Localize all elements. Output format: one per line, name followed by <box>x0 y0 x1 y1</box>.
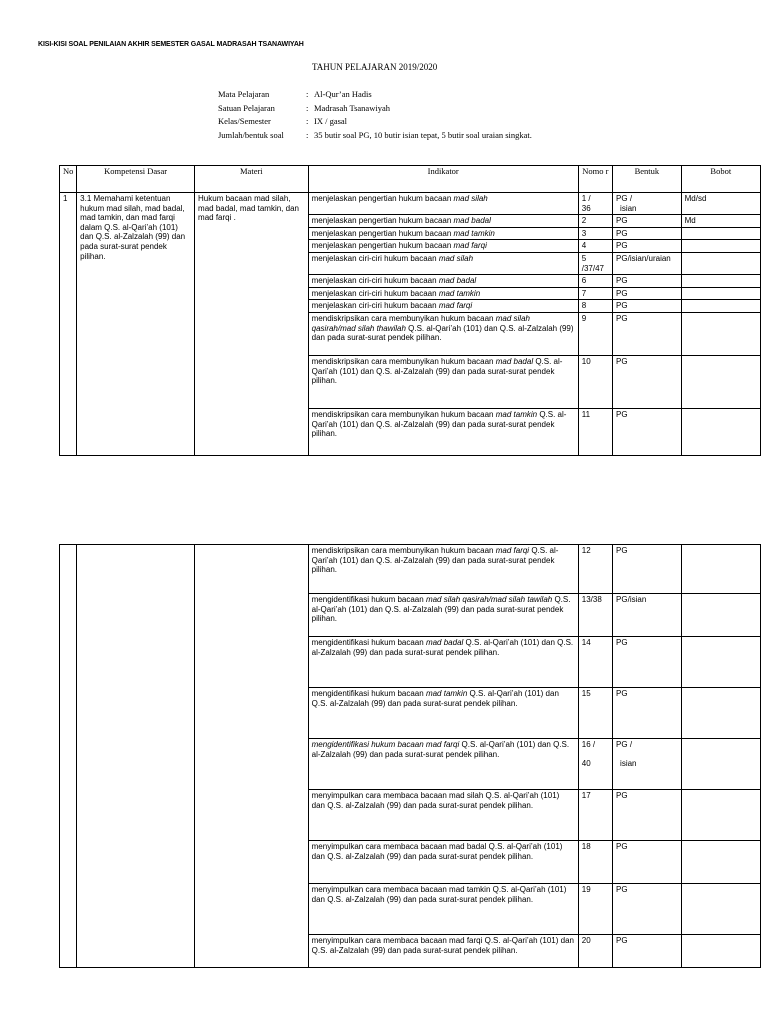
nomor-value: 15 <box>581 689 591 698</box>
indikator-text: menjelaskan ciri-ciri hukum bacaan <box>311 276 439 286</box>
indikator-term: mad silah qasirah/mad silah thawilah <box>311 313 530 333</box>
bentuk-cell <box>613 841 682 884</box>
indikator-text: mendiskripsikan cara membunyikan hukum bacaan <box>311 356 496 366</box>
indikator-text: menjelaskan pengertian hukum bacaan <box>311 194 454 203</box>
indikator-cell <box>308 688 578 739</box>
meta-colon: : <box>306 89 309 99</box>
table-row <box>60 193 761 215</box>
indikator-cell <box>308 790 578 841</box>
meta-label: Kelas/Semester <box>218 116 271 126</box>
header-bentuk: Bentuk <box>613 166 682 193</box>
nomor-cell <box>578 355 612 408</box>
indikator-term: mad badal <box>453 216 491 226</box>
bentuk-cell <box>613 884 682 935</box>
indikator-text: menyimpulkan cara membaca bacaan mad badal Q.S. al-Qari’ah (101) dan Q.S. al-Zalzalah (99) dan pada surat-surat pendek pilihan. <box>311 842 563 861</box>
indikator-term: mad badal <box>425 638 464 647</box>
indikator-cell <box>308 594 578 637</box>
indikator-term: mad silah qasirah/mad silah tawilah <box>425 595 553 604</box>
header-bobot: Bobot <box>681 166 760 193</box>
bentuk-value: PG <box>616 228 628 238</box>
indikator-text: menjelaskan pengertian hukum bacaan <box>311 241 454 251</box>
indikator-cell <box>308 637 578 688</box>
nomor-value: 20 <box>581 936 591 945</box>
nomor-cell <box>578 884 612 935</box>
meta-row-subject <box>218 88 532 102</box>
bentuk-value: isian <box>620 203 637 213</box>
bentuk-value: PG / <box>616 740 633 749</box>
document-meta <box>218 88 532 142</box>
meta-value: IX / gasal <box>314 116 348 126</box>
indikator-term: mad tamkin <box>495 409 538 419</box>
indikator-text: menjelaskan ciri-ciri hukum bacaan <box>311 288 439 298</box>
bentuk-cell <box>613 287 682 300</box>
nomor-value: 10 <box>581 356 591 366</box>
indikator-term: mad tamkin <box>438 288 481 298</box>
bobot-cell <box>681 287 760 300</box>
nomor-value: 2 <box>581 216 587 226</box>
bentuk-cell <box>613 240 682 253</box>
indikator-cell <box>308 935 578 968</box>
meta-colon: : <box>306 129 309 140</box>
header-materi: Materi <box>195 166 309 193</box>
nomor-value: 4 <box>581 241 587 251</box>
bobot-cell <box>681 312 760 355</box>
indikator-cell <box>308 227 578 240</box>
bobot-cell <box>681 790 760 841</box>
nomor-cell <box>578 594 612 637</box>
bentuk-cell <box>613 594 682 637</box>
bobot-cell: Md/sd <box>681 193 760 215</box>
bobot-cell <box>681 240 760 253</box>
materi-cell <box>195 545 309 968</box>
nomor-cell <box>578 312 612 355</box>
nomor-value: 19 <box>581 885 591 894</box>
bentuk-value: PG <box>616 546 628 555</box>
bentuk-cell <box>613 252 682 274</box>
meta-row-class <box>218 115 532 129</box>
bobot-cell <box>681 408 760 455</box>
bentuk-cell <box>613 300 682 313</box>
indikator-cell <box>308 739 578 790</box>
indikator-cell <box>308 300 578 313</box>
nomor-cell <box>578 935 612 968</box>
bentuk-value: PG <box>616 241 628 251</box>
bentuk-value: PG <box>616 638 628 647</box>
bobot-cell <box>681 227 760 240</box>
nomor-value: 14 <box>581 638 591 647</box>
indikator-text: Q.S. al-Qari’ah (101) dan Q.S. al-Zalzalah (99) dan pada surat-surat pendek pilihan. <box>311 356 563 386</box>
indikator-text: mengidentifikasi hukum bacaan <box>311 689 426 698</box>
meta-label: Mata Pelajaran <box>218 89 270 99</box>
indikator-term: mad silah <box>453 194 488 203</box>
indikator-cell <box>308 240 578 253</box>
nomor-value: 9 <box>581 313 587 323</box>
indikator-cell <box>308 275 578 288</box>
bentuk-cell <box>613 545 682 594</box>
nomor-cell <box>578 215 612 228</box>
indikator-text: menjelaskan pengertian hukum bacaan <box>311 216 454 226</box>
meta-value: 35 butir soal PG, 10 butir isian tepat, 5 butir soal uraian singkat. <box>314 129 532 140</box>
bentuk-value: PG <box>616 936 628 945</box>
indikator-term: mad silah <box>438 253 474 263</box>
nomor-cell <box>578 790 612 841</box>
nomor-value: /37/47 <box>581 263 604 273</box>
kompetensi-dasar-cell: 3.1 Memahami ketentuan hukum mad silah, mad badal, mad tamkin, dan mad farqi dalam Q.S. al-Qari’ah (101) dan Q.S. al-Zalzalah (99) dan pada surat-surat pendek pilihan. <box>77 193 195 456</box>
indikator-term: mad farqi <box>453 241 487 251</box>
row-number <box>60 545 77 968</box>
bentuk-value: PG <box>616 288 628 298</box>
nomor-cell <box>578 841 612 884</box>
indikator-text: Q.S. al-Qari’ah (101) dan Q.S. al-Zalzalah (99) dan pada surat-surat pendek pilihan. <box>311 638 574 657</box>
meta-label: Satuan Pelajaran <box>218 102 275 113</box>
nomor-cell <box>578 252 612 274</box>
bentuk-value: PG <box>616 842 628 851</box>
indikator-text: Q.S. al-Qari’ah (101) dan Q.S. al-Zalzalah (99) dan pada surat-surat pendek pilihan. <box>311 740 570 759</box>
meta-value: Madrasah Tsanawiyah <box>314 102 390 113</box>
indikator-cell <box>308 252 578 274</box>
bobot-cell <box>681 935 760 968</box>
bentuk-value: PG / <box>616 194 633 203</box>
indikator-term: mengidentifikasi hukum bacaan mad farqi <box>311 740 460 749</box>
nomor-cell <box>578 240 612 253</box>
bentuk-cell <box>613 355 682 408</box>
bentuk-cell <box>613 935 682 968</box>
nomor-value: 8 <box>581 301 587 311</box>
indikator-term: mad badal <box>495 356 534 366</box>
bentuk-cell <box>613 227 682 240</box>
materi-cell: Hukum bacaan mad silah, mad badal, mad tamkin, dan mad farqi . <box>195 193 309 456</box>
bentuk-cell <box>613 408 682 455</box>
nomor-value: 17 <box>581 791 591 800</box>
bobot-cell <box>681 300 760 313</box>
indikator-text: Q.S. al-Qari’ah (101) dan Q.S. al-Zalzalah (99) dan pada surat-surat pendek pilihan. <box>311 323 574 343</box>
nomor-value: 40 <box>581 758 591 768</box>
nomor-cell <box>578 193 612 215</box>
indikator-text: Q.S. al-Qari’ah (101) dan Q.S. al-Zalzalah (99) dan pada surat-surat pendek pilihan. <box>311 595 571 624</box>
meta-label: Jumlah/bentuk soal <box>218 129 284 140</box>
bentuk-cell <box>613 637 682 688</box>
bobot-cell <box>681 637 760 688</box>
bentuk-value: PG <box>616 791 628 800</box>
bobot-cell <box>681 355 760 408</box>
nomor-cell <box>578 275 612 288</box>
bentuk-cell <box>613 275 682 288</box>
nomor-cell <box>578 688 612 739</box>
indikator-cell <box>308 215 578 228</box>
indikator-text: Q.S. al-Qari’ah (101) dan Q.S. al-Zalzalah (99) dan pada surat-surat pendek pilihan. <box>311 689 559 708</box>
bobot-cell: Md <box>681 215 760 228</box>
bentuk-cell <box>613 739 682 790</box>
header-nomor: Nomo r <box>578 166 612 193</box>
nomor-value: 11 <box>581 409 591 419</box>
header-no: No <box>60 166 77 193</box>
bentuk-value: PG <box>616 885 628 894</box>
bentuk-value: PG <box>616 689 628 698</box>
bentuk-value: PG <box>616 313 628 323</box>
grid-table-page-1 <box>59 165 761 456</box>
nomor-cell <box>578 637 612 688</box>
nomor-value: 3 <box>581 228 587 238</box>
bentuk-value: PG <box>616 276 628 286</box>
bentuk-value: PG <box>616 356 628 366</box>
row-number: 1 <box>60 193 77 456</box>
bobot-cell <box>681 884 760 935</box>
bobot-cell <box>681 252 760 274</box>
nomor-value: 12 <box>581 546 591 555</box>
nomor-value: 6 <box>581 276 587 286</box>
indikator-cell <box>308 884 578 935</box>
indikator-text: mengidentifikasi hukum bacaan <box>311 595 426 604</box>
bentuk-cell <box>613 790 682 841</box>
indikator-text: menjelaskan ciri-ciri hukum bacaan <box>311 301 439 311</box>
bobot-cell <box>681 739 760 790</box>
nomor-value: 7 <box>581 288 587 298</box>
indikator-term: mad farqi <box>495 546 530 555</box>
nomor-value: 13/38 <box>581 595 602 604</box>
document-title: KISI-KISI SOAL PENILAIAN AKHIR SEMESTER GASAL MADRASAH TSANAWIYAH <box>38 41 304 48</box>
indikator-text: mengidentifikasi hukum bacaan <box>311 638 426 647</box>
table-row <box>60 545 761 594</box>
bobot-cell <box>681 594 760 637</box>
indikator-text: Q.S. al-Qari’ah (101) dan Q.S. al-Zalzalah (99) dan pada surat-surat pendek pilihan. <box>311 546 559 575</box>
bentuk-value: PG <box>616 216 628 226</box>
grid-table-page-2 <box>59 544 761 968</box>
nomor-cell <box>578 408 612 455</box>
kompetensi-dasar-cell <box>77 545 195 968</box>
nomor-cell <box>578 287 612 300</box>
indikator-cell <box>308 193 578 215</box>
bentuk-cell <box>613 312 682 355</box>
meta-row-questions <box>218 129 532 143</box>
bentuk-cell <box>613 215 682 228</box>
bentuk-cell <box>613 193 682 215</box>
nomor-cell <box>578 300 612 313</box>
nomor-value: 16 / <box>581 740 596 749</box>
meta-colon: : <box>306 102 309 113</box>
bentuk-value: PG <box>616 409 628 419</box>
indikator-cell <box>308 312 578 355</box>
header-kompetensi-dasar: Kompetensi Dasar <box>77 166 195 193</box>
bentuk-value: isian <box>620 758 637 768</box>
indikator-text: menjelaskan ciri-ciri hukum bacaan <box>311 253 439 263</box>
indikator-text: menyimpulkan cara membaca bacaan mad tamkin Q.S. al-Qari’ah (101) dan Q.S. al-Zalzalah (99) dan pada surat-surat pendek pilihan. <box>311 885 567 904</box>
bentuk-value: PG/isian <box>616 595 647 604</box>
bentuk-value: PG/isian/uraian <box>616 253 671 263</box>
indikator-cell <box>308 408 578 455</box>
nomor-value: 36 <box>581 203 591 213</box>
nomor-value: 1 / <box>581 194 591 203</box>
indikator-text: menyimpulkan cara membaca bacaan mad farqi Q.S. al-Qari’ah (101) dan Q.S. al-Zalzalah (99) dan pada surat-surat pendek pilihan. <box>311 936 574 955</box>
nomor-value: 5 <box>581 253 587 263</box>
bobot-cell <box>681 275 760 288</box>
bobot-cell <box>681 688 760 739</box>
nomor-value: 18 <box>581 842 591 851</box>
bentuk-cell <box>613 688 682 739</box>
academic-year: TAHUN PELAJARAN 2019/2020 <box>312 62 438 72</box>
table-body <box>60 193 761 456</box>
header-indikator: Indikator <box>308 166 578 193</box>
meta-row-unit <box>218 102 532 116</box>
indikator-text: menjelaskan pengertian hukum bacaan <box>311 228 454 238</box>
indikator-text: Q.S. al-Qari’ah (101) dan Q.S. al-Zalzalah (99) dan pada surat-surat pendek pilihan. <box>311 409 567 439</box>
indikator-cell <box>308 545 578 594</box>
indikator-cell <box>308 355 578 408</box>
indikator-text: mendiskripsikan cara membunyikan hukum bacaan <box>311 409 496 419</box>
meta-colon: : <box>306 116 309 126</box>
indikator-term: mad tamkin <box>453 228 495 238</box>
bentuk-value: PG <box>616 301 628 311</box>
nomor-cell <box>578 227 612 240</box>
nomor-cell <box>578 545 612 594</box>
indikator-text: menyimpulkan cara membaca bacaan mad silah Q.S. al-Qari’ah (101) dan Q.S. al-Zalzalah (99) dan pada surat-surat pendek pilihan. <box>311 791 560 810</box>
bobot-cell <box>681 545 760 594</box>
indikator-term: mad farqi <box>438 301 473 311</box>
indikator-cell <box>308 287 578 300</box>
indikator-text: mendiskripsikan cara membunyikan hukum bacaan <box>311 313 496 323</box>
nomor-cell <box>578 739 612 790</box>
indikator-term: mad tamkin <box>425 689 468 698</box>
meta-value: Al-Qur’an Hadis <box>314 89 372 99</box>
bobot-cell <box>681 841 760 884</box>
indikator-term: mad badal <box>438 276 477 286</box>
table-body <box>60 545 761 968</box>
indikator-text: mendiskripsikan cara membunyikan hukum bacaan <box>311 546 496 555</box>
indikator-cell <box>308 841 578 884</box>
table-header-row <box>60 166 761 193</box>
